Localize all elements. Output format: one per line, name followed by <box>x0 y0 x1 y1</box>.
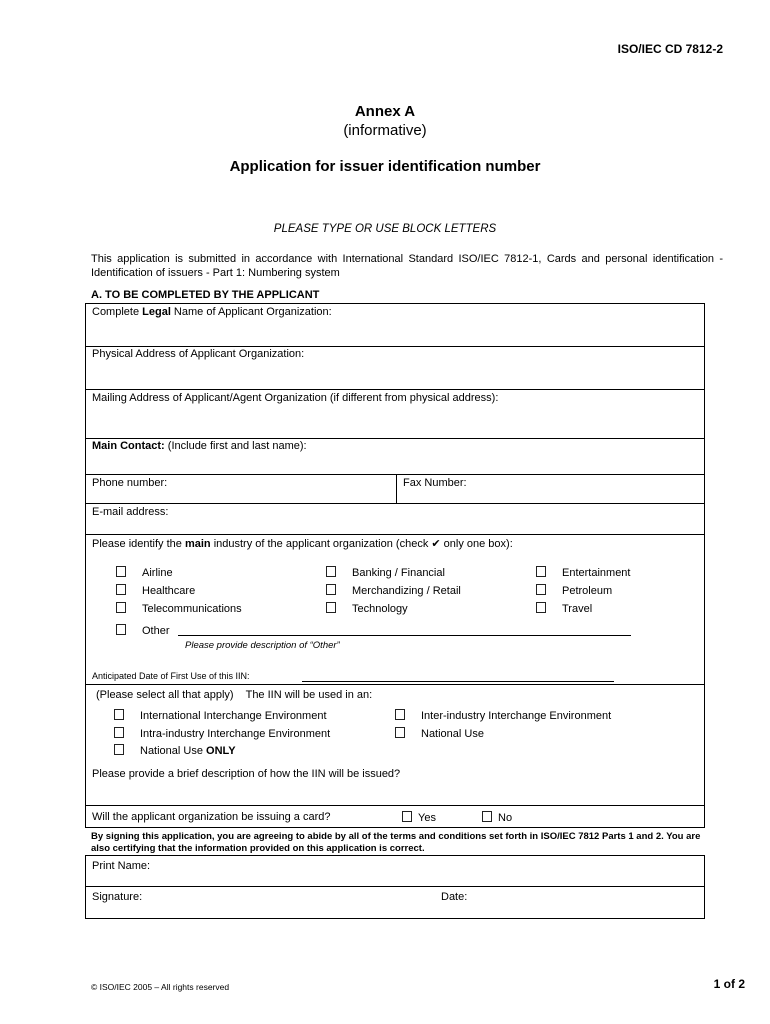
row-divider <box>86 474 704 475</box>
industry-option-banking[interactable] <box>326 566 445 579</box>
checkbox-icon[interactable] <box>114 709 124 720</box>
usage-prompt: (Please select all that apply) The IIN will be used in an: <box>96 689 373 701</box>
option-label: Intra-industry Interchange Environment <box>140 728 331 740</box>
checkbox-icon[interactable] <box>402 811 412 822</box>
card-question: Will the applicant organization be issuing a card? <box>92 811 331 823</box>
option-label: Banking / Financial <box>352 567 445 579</box>
legal-name-prefix: Complete <box>92 306 143 318</box>
checkbox-icon[interactable] <box>326 602 336 613</box>
row-divider <box>86 534 704 535</box>
option-label: Technology <box>352 603 408 615</box>
option-label: Travel <box>562 603 593 615</box>
checkbox-icon[interactable] <box>536 602 546 613</box>
signature-field[interactable]: Signature: <box>92 891 143 903</box>
checkbox-icon[interactable] <box>116 584 126 595</box>
checkbox-icon[interactable] <box>326 566 336 577</box>
agreement-text: By signing this application, you are agreeing to abide by all of the terms and conditions set forth in ISO/IEC 7812 Parts 1 and 2. You are also certifying that the information provided on this application is correct. <box>91 831 701 854</box>
industry-prompt-prefix: Please identify the <box>92 538 185 550</box>
mailing-address-field[interactable]: Mailing Address of Applicant/Agent Organization (if different from physical address): <box>92 392 499 404</box>
physical-address-field[interactable]: Physical Address of Applicant Organization: <box>92 348 305 360</box>
checkbox-icon[interactable] <box>482 811 492 822</box>
first-use-date-line[interactable] <box>302 681 614 682</box>
row-divider <box>86 389 704 390</box>
checkbox-icon[interactable] <box>536 566 546 577</box>
column-divider <box>396 474 397 503</box>
usage-option-national[interactable] <box>395 727 484 740</box>
issuance-description-field[interactable]: Please provide a brief description of how the IIN will be issued? <box>92 768 401 780</box>
legal-name-field[interactable] <box>92 306 332 318</box>
industry-option-petroleum[interactable] <box>536 584 612 597</box>
row-divider <box>86 503 704 504</box>
main-contact-suffix: (Include first and last name): <box>164 440 307 452</box>
industry-option-technology[interactable] <box>326 602 408 615</box>
industry-option-healthcare[interactable] <box>116 584 195 597</box>
other-hint: Please provide description of “Other” <box>185 640 340 651</box>
page-number: 1 of 2 <box>713 977 745 991</box>
intro-paragraph: This application is submitted in accordance with International Standard ISO/IEC 7812-1, Cards and personal identification - Identification of issuers - Part 1: Numbering system <box>91 253 723 279</box>
option-label: National Use <box>140 745 207 757</box>
card-no-option[interactable] <box>482 811 512 824</box>
annex-title: Annex A <box>354 103 416 120</box>
checkbox-icon[interactable] <box>326 584 336 595</box>
row-divider <box>86 886 704 887</box>
row-divider <box>86 346 704 347</box>
document-id: ISO/IEC CD 7812-2 <box>617 42 723 56</box>
copyright-notice: © ISO/IEC 2005 – All rights reserved <box>91 982 230 992</box>
main-contact-bold: Main Contact: <box>92 440 165 452</box>
other-description-line[interactable] <box>178 635 631 636</box>
industry-prompt <box>92 537 513 550</box>
option-label: Entertainment <box>562 567 631 579</box>
industry-prompt-bold: main <box>184 538 211 550</box>
checkbox-icon[interactable] <box>116 602 126 613</box>
usage-option-intra-industry[interactable] <box>114 727 330 740</box>
option-label: Merchandizing / Retail <box>352 585 461 597</box>
option-label: Yes <box>418 812 436 824</box>
first-use-label: Anticipated Date of First Use of this IIN: <box>92 671 250 681</box>
option-label: International Interchange Environment <box>140 710 327 722</box>
legal-name-suffix: Name of Applicant Organization: <box>170 306 332 318</box>
checkbox-icon[interactable] <box>116 566 126 577</box>
form-instruction: PLEASE TYPE OR USE BLOCK LETTERS <box>273 223 497 235</box>
usage-option-national-only[interactable] <box>114 744 236 757</box>
industry-option-airline[interactable] <box>116 566 173 579</box>
option-label: Healthcare <box>142 585 196 597</box>
industry-prompt-suffix: industry of the applicant organization (check ✔ only one box): <box>210 538 513 550</box>
checkbox-icon[interactable] <box>114 727 124 738</box>
print-name-field[interactable]: Print Name: <box>92 860 151 872</box>
checkbox-icon[interactable] <box>116 624 126 635</box>
page-title: Application for issuer identification number <box>229 158 541 175</box>
option-label: Other <box>142 625 170 637</box>
option-label: No <box>498 812 513 824</box>
applicant-form <box>85 303 705 828</box>
main-contact-field[interactable] <box>92 440 307 452</box>
industry-option-other[interactable] <box>116 624 170 637</box>
industry-option-telecommunications[interactable] <box>116 602 242 615</box>
checkbox-icon[interactable] <box>114 744 124 755</box>
checkbox-icon[interactable] <box>395 727 405 738</box>
row-divider <box>86 805 704 806</box>
usage-option-international[interactable] <box>114 709 327 722</box>
email-field[interactable]: E-mail address: <box>92 506 169 518</box>
option-label: Inter-industry Interchange Environment <box>421 710 612 722</box>
checkbox-icon[interactable] <box>395 709 405 720</box>
usage-option-inter-industry[interactable] <box>395 709 611 722</box>
industry-option-merchandizing[interactable] <box>326 584 461 597</box>
option-label: Petroleum <box>562 585 613 597</box>
signature-block <box>85 855 705 919</box>
section-a-title: A. TO BE COMPLETED BY THE APPLICANT <box>91 289 320 301</box>
row-divider <box>86 438 704 439</box>
legal-name-bold: Legal <box>142 306 171 318</box>
industry-option-travel[interactable] <box>536 602 592 615</box>
option-label: Telecommunications <box>142 603 242 615</box>
industry-option-entertainment[interactable] <box>536 566 630 579</box>
row-divider <box>86 684 704 685</box>
option-label-bold: ONLY <box>206 745 236 757</box>
checkbox-icon[interactable] <box>536 584 546 595</box>
phone-field[interactable]: Phone number: <box>92 477 168 489</box>
date-field[interactable]: Date: <box>441 891 468 903</box>
card-yes-option[interactable] <box>402 811 436 824</box>
fax-field[interactable]: Fax Number: <box>403 477 467 489</box>
option-label: National Use <box>421 728 484 740</box>
annex-subtitle: (informative) <box>343 122 427 139</box>
option-label: Airline <box>142 567 173 579</box>
